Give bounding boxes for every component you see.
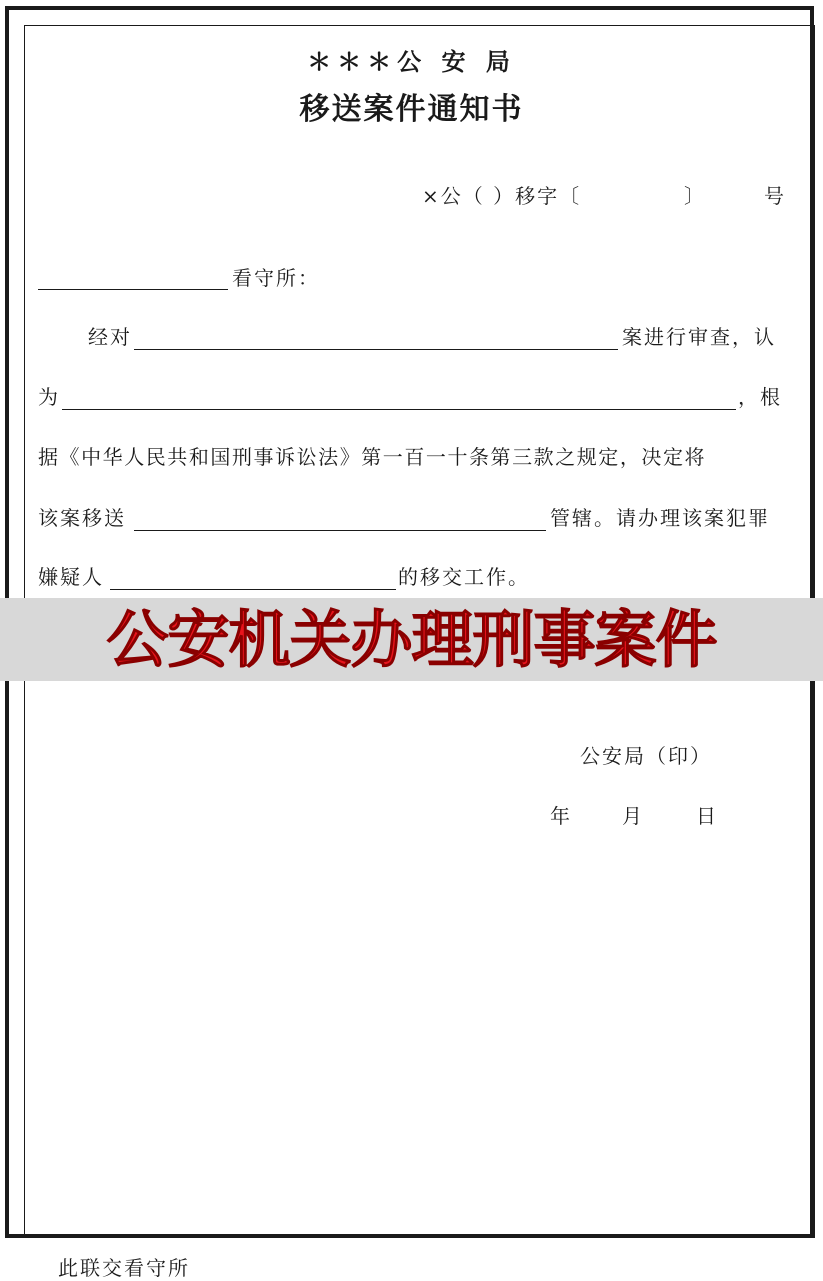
addressee-suffix: 看守所： [232, 266, 320, 290]
case-name-blank-line [134, 349, 618, 350]
agency-name: ＊＊＊公 安 局 [307, 47, 516, 76]
date-day-label: 日 [696, 804, 718, 828]
line5-end: 的移交工作。 [398, 565, 530, 589]
transfer-agency-blank-line [134, 530, 546, 531]
addressee-blank-line [38, 289, 228, 290]
overlay-banner-text: 公安机关办理刑事案件 [106, 603, 717, 676]
line5-start: 嫌疑人 [38, 565, 104, 589]
line4-start: 该案移送 [38, 506, 126, 530]
date-year-label: 年 [550, 804, 572, 828]
legal-basis-text: 据《中华人民共和国刑事诉讼法》第一百一十条第三款之规定，决定将 [38, 445, 707, 469]
seal-label: 公安局（印） [580, 744, 712, 768]
doc-number-bracket-close: 〕 [684, 184, 706, 208]
doc-number-suffix: 号 [764, 184, 786, 208]
line4-end: 管辖。请办理该案犯罪 [550, 506, 770, 530]
date-month-label: 月 [622, 804, 644, 828]
line2-end: ，根 [738, 385, 782, 409]
overlay-banner [0, 598, 823, 681]
suspect-name-blank-line [110, 589, 396, 590]
doc-number-prefix: ×公（ ）移字〔 [422, 184, 582, 208]
line1-end: 案进行审查，认 [622, 325, 776, 349]
line1-start: 经对 [88, 325, 132, 349]
line2-start: 为 [38, 385, 60, 409]
copy-note: 此联交看守所 [58, 1256, 190, 1280]
document-title: 移送案件通知书 [299, 92, 524, 127]
reason-blank-line [62, 409, 736, 410]
